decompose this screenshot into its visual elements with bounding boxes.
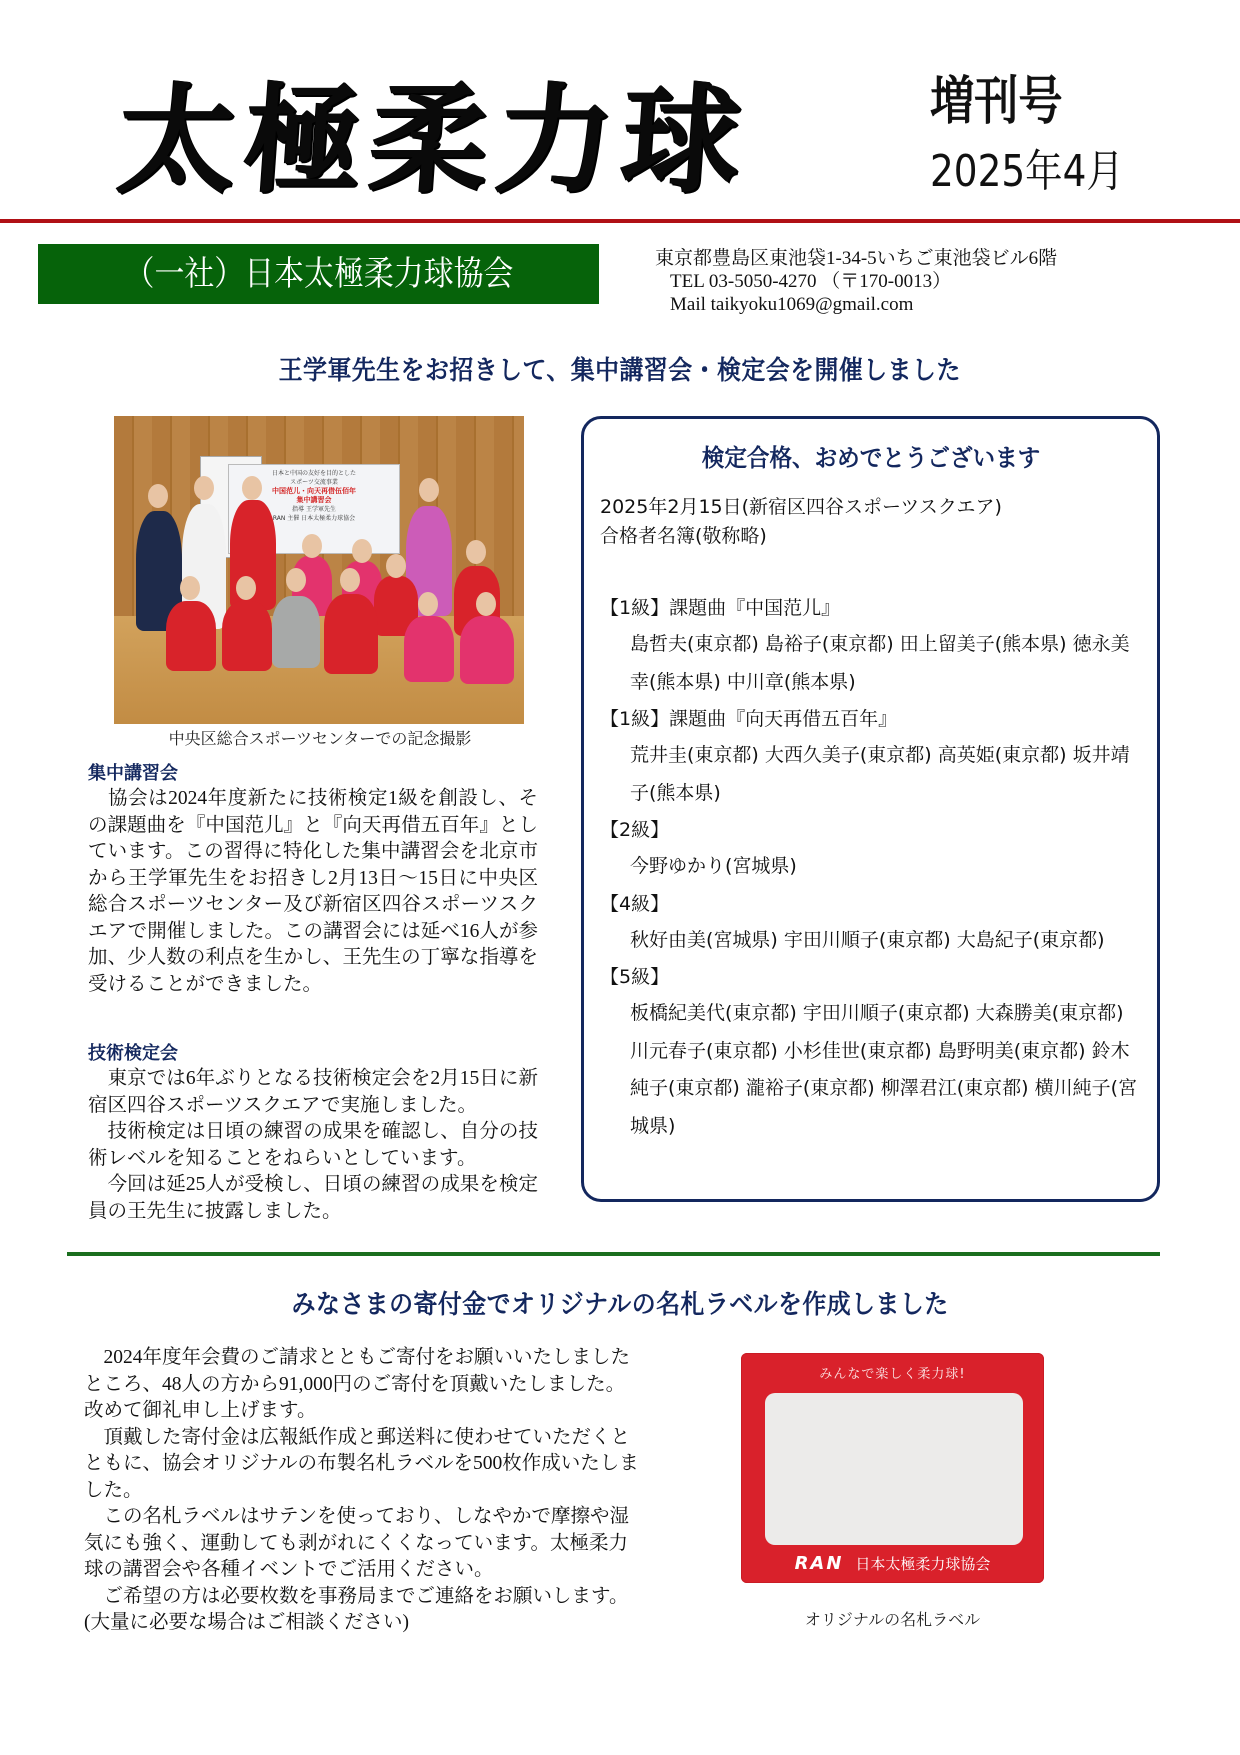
- photo-person-head: [476, 592, 496, 616]
- photo-person-head: [148, 484, 168, 508]
- photo-person-head: [418, 592, 438, 616]
- photo-person-head: [352, 539, 372, 563]
- seminar-body: 協会は2024年度新たに技術検定1級を創設し、その課題曲を『中国范儿』と『向天再借五百年』としています。この習得に特化した集中講習会を北京市から王学軍先生をお招きし2月13日～15日に中央区総合スポーツセンター及び新宿区四谷スポーツスクエアで開催しました。この講習会には延べ16人が参加、少人数の利点を生かし、王先生の丁寧な指導を受けることができました。: [88, 788, 538, 995]
- section-heading-seminar: 王学軍先生をお招きして、集中講習会・検定会を開催しました: [278, 356, 962, 386]
- address: 東京都豊島区東池袋1-34-5いちご東池袋ビル6階: [655, 248, 1058, 269]
- issue-date: 2025年4月: [930, 146, 1124, 197]
- exam-date-venue: 2025年2月15日(新宿区四谷スポーツスクエア): [600, 496, 1002, 518]
- grade-names: 秋好由美(宮城県) 宇田川順子(東京都) 大島紀子(東京都): [630, 928, 1105, 951]
- photo-person: [404, 616, 454, 682]
- photo-person-head: [286, 568, 306, 592]
- photo-person-head: [194, 476, 214, 500]
- photo-person: [324, 594, 378, 674]
- email: Mail taikyoku1069@gmail.com: [670, 294, 914, 315]
- exam-heading: 技術検定会: [88, 1043, 178, 1064]
- photo-person: [272, 596, 320, 668]
- photo-person-head: [466, 540, 486, 564]
- donation-paragraph: この名札ラベルはサテンを使っており、しなやかで摩擦や湿気にも強く、運動しても剥がれにくくなっています。太極柔力球の講習会や各種イベントでご活用ください。: [84, 1506, 630, 1580]
- telephone: TEL 03-5050-4270 （〒170-0013）: [670, 271, 952, 292]
- label-slogan: みんなで楽しく柔力球!: [819, 1367, 966, 1382]
- grade-names: 今野ゆかり(宮城県): [630, 855, 797, 877]
- grade-label: 【2級】: [600, 819, 670, 841]
- group-photo: [114, 416, 524, 724]
- photo-person-head: [302, 534, 322, 558]
- grade-label: 【5級】: [600, 966, 670, 988]
- results-meta: [600, 493, 1002, 551]
- label-name-area: [765, 1393, 1023, 1545]
- photo-person: [222, 601, 272, 671]
- donation-paragraph: ご希望の方は必要枚数を事務局までご連絡をお願いします。(大量に必要な場合はご相談ください): [84, 1585, 629, 1633]
- label-footer: [741, 1553, 1044, 1574]
- grade-label: 【4級】: [600, 892, 670, 915]
- photo-person-head: [180, 576, 200, 600]
- donation-article: [84, 1345, 644, 1637]
- photo-person: [166, 601, 216, 671]
- grade-label: 【1級】課題曲『向天再借五百年』: [600, 708, 898, 730]
- grade-names: 板橋紀美代(東京都) 宇田川順子(東京都) 大森勝美(東京都) 川元春子(東京都) 小杉佳世(東京都) 島野明美(東京都) 鈴木純子(東京都) 瀧裕子(東京都) 柳澤君江(東京都) 横川純子(宮城県): [630, 1002, 1138, 1137]
- section-heading-donation: みなさまの寄付金でオリジナルの名札ラベルを作成しました: [291, 1290, 949, 1320]
- passer-list: [600, 590, 1148, 1145]
- label-caption: オリジナルの名札ラベル: [804, 1610, 981, 1629]
- org-name: （一社）日本太極柔力球協会: [124, 254, 513, 294]
- grade-names: 島哲夫(東京都) 島裕子(東京都) 田上留美子(熊本県) 徳永美幸(熊本県) 中川章(熊本県): [630, 633, 1130, 693]
- photo-person-head: [340, 568, 360, 592]
- seminar-heading: 集中講習会: [88, 763, 178, 784]
- photo-caption: 中央区総合スポーツセンターでの記念撮影: [168, 729, 472, 748]
- org-name-banner: [38, 244, 599, 304]
- results-title: 検定合格、おめでとうございます: [701, 444, 1040, 472]
- donation-paragraph: 2024年度年会費のご請求とともご寄付をお願いいたしましたところ、48人の方から91,000円のご寄付を頂戴いたしました。改めて御礼申し上げます。: [84, 1347, 631, 1421]
- photo-banner-sign: 日本と中国の友好を目的とした スポーツ交流事業 中国范儿・向天再借伍佰年 集中講習会 指導 王学軍先生 RAN 主催 日本太極柔力球協会: [228, 464, 400, 554]
- exam-article: [88, 1042, 538, 1225]
- exam-paragraph: 東京では6年ぶりとなる技術検定会を2月15日に新宿区四谷スポーツスクエアで実施しました。: [88, 1068, 538, 1116]
- exam-paragraph: 技術検定は日頃の練習の成果を確認し、自分の技術レベルを知ることをねらいとしています。: [88, 1121, 538, 1169]
- grade-label: 【1級】課題曲『中国范儿』: [600, 597, 841, 619]
- photo-person-head: [386, 554, 406, 578]
- donation-paragraph: 頂戴した寄付金は広報紙作成と郵送料に使わせていただくとともに、協会オリジナルの布製名札ラベルを500枚作成いたしました。: [84, 1426, 639, 1501]
- grade-names: 荒井圭(東京都) 大西久美子(東京都) 高英姫(東京都) 坂井靖子(熊本県): [630, 744, 1130, 804]
- issue-label: 増刊号: [930, 72, 1063, 132]
- ran-logo-icon: RAN: [794, 1553, 844, 1574]
- photo-person-head: [242, 476, 262, 500]
- label-org: 日本太極柔力球協会: [855, 1555, 991, 1573]
- section-divider: [67, 1252, 1160, 1256]
- photo-person: [460, 616, 514, 684]
- contact-info: [655, 247, 1215, 316]
- photo-person-head: [236, 576, 256, 600]
- masthead-divider: [0, 219, 1240, 223]
- masthead-title: 太極柔力球: [113, 70, 753, 209]
- passer-list-label: 合格者名簿(敬称略): [600, 525, 767, 547]
- seminar-article: [88, 762, 538, 998]
- exam-paragraph: 今回は延25人が受検し、日頃の練習の成果を検定員の王先生に披露しました。: [88, 1174, 538, 1222]
- name-label-image: [741, 1353, 1044, 1583]
- photo-person-head: [419, 478, 439, 502]
